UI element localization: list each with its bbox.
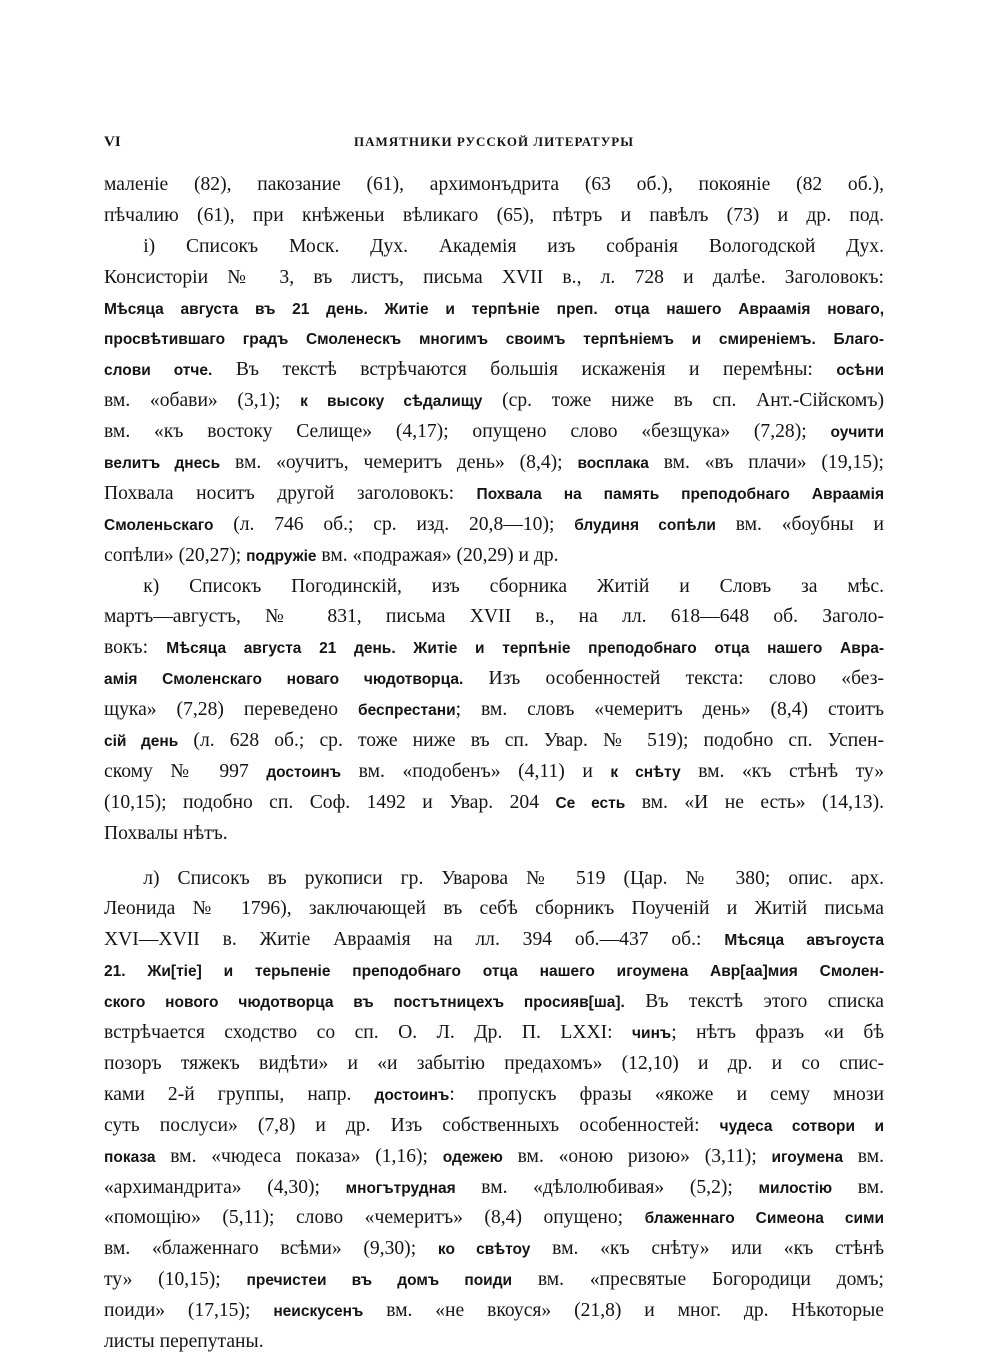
text-line [104,864,884,895]
bold-quotation: просвѣтившаго градъ Смоленескъ многимъ своимъ терпѣніемъ и смиреніемъ. Благо- [104,331,884,349]
text-run: вм. «дѣлолюбивая» (5,2); [455,1176,759,1198]
bold-quotation: блаженнаго Симеона сими [644,1210,884,1228]
bold-quotation: чудеса сотвори и [719,1117,884,1135]
bold-quotation: велитъ днесь [104,455,221,473]
bold-quotation: многътрудная [345,1179,456,1197]
text-run: к) Списокъ Погодинскій, изъ сборника Житій и Словъ за мѣс. [104,575,884,597]
text-run: вм. «къ стѣнѣ ту» [680,760,884,782]
text-line [104,987,884,1018]
text-run: вм. «къ снѣту» или «къ стѣнѣ [530,1238,884,1260]
text-line [104,232,884,263]
text-run: л) Списокъ въ рукописи гр. Уварова № 519 (Цар. № 380; опис. арх. [104,867,884,889]
bold-quotation: Смоленьскаго [104,516,214,534]
text-line [104,263,884,294]
text-run: «архимандрита» (4,30); [104,1176,346,1198]
text-run: пѣчалию (61), при кнѣженьи вѣликаго (65), пѣтръ и павѣлъ (73) и др. под. [104,204,884,226]
text-run: вм. «подражая» (20,29) и др. [316,544,559,566]
text-line [104,1142,884,1173]
text-line [104,201,884,232]
text-run: (л. 746 об.; ср. изд. 20,8—10); [213,513,575,535]
text-run: вокъ: [104,637,167,659]
bold-quotation: ко свѣтоу [437,1241,531,1259]
text-run: щука» (7,28) переведено [104,699,359,721]
text-line [104,510,884,541]
text-run: маленіе (82), пакозание (61), архимонъдрита (63 об.), покояніе (82 об.), [104,174,884,195]
text-line [104,170,884,201]
text-run: (л. 628 об.; ср. тоже ниже въ сп. Увар. № 519); подобно сп. Успен- [178,730,884,752]
text-run: вм. «подобенъ» (4,11) и [341,760,611,782]
bold-quotation: Похвала на память преподобнаго Авраамія [476,485,884,503]
text-run: (10,15); подобно сп. Соф. 1492 и Увар. 204 [104,791,556,813]
text-run: вм. [832,1176,884,1198]
text-line [104,294,884,325]
bold-quotation: сій день [104,733,179,751]
document-page [104,126,884,1358]
text-line [104,355,884,386]
bold-quotation: пречистеи въ домъ поиди [246,1272,513,1290]
bold-quotation: беспрестани [358,702,456,720]
text-run: вм. «къ востоку Селище» (4,17); опущено слово «безщука» (7,28); [104,421,831,443]
text-run: ту» (10,15); [104,1269,247,1291]
bold-quotation: восплака [577,455,649,473]
text-line [104,1234,884,1265]
bold-quotation: показа [104,1148,156,1166]
text-line [104,1080,884,1111]
bold-quotation: милостію [758,1179,833,1197]
text-line [104,894,884,925]
text-line [104,602,884,633]
page-number: VI [104,134,121,150]
text-run: встрѣчается сходство со сп. О. Л. Др. П. LXXI: [104,1022,633,1044]
text-line [104,664,884,695]
text-run: ; нѣтъ фразъ «и бѣ [671,1022,884,1044]
bold-quotation: чинъ [632,1025,672,1043]
text-line [104,726,884,757]
text-line [104,324,884,355]
text-run: вм. «оучитъ, чемеритъ день» (8,4); [220,452,578,474]
text-run: : пропускъ фразы «якоже и сему мнози [449,1083,884,1105]
text-run: вм. «чюдеса показа» (1,16); [155,1145,443,1167]
bold-quotation: слови отче. [104,362,213,380]
text-line [104,1296,884,1327]
text-line [104,956,884,987]
bold-quotation: к высоку сѣдалищу [300,393,483,411]
bold-quotation: достоинъ [374,1086,450,1104]
text-line [104,788,884,819]
text-run: вм. «И не есть» (14,13). [625,791,885,813]
text-line [104,1018,884,1049]
text-run: ками 2-й группы, напр. [104,1083,375,1105]
text-line [104,819,884,850]
page-header [104,126,884,156]
bold-quotation: амія Смоленскаго новаго чюдотворца. [104,671,464,689]
text-run: Леонида № 1796), заключающей въ себѣ сборникъ Поученій и Житій письма [104,898,884,920]
text-line [104,1327,884,1358]
text-run: вм. «пресвятые Богородици домъ; [512,1269,884,1291]
bold-quotation: ского нового чюдотворца въ постътницехъ просияв[ша]. [104,994,625,1012]
paragraph-gap [104,850,884,864]
text-run: і) Списокъ Моск. Дух. Академія изъ собранія Вологодской Дух. [104,235,884,257]
bold-quotation: Мѣсяца августа въ 21 день. Житіе и терпѣніе преп. отца нашего Авраамія новаго, [104,300,884,318]
text-line [104,633,884,664]
bold-quotation: неискусенъ [273,1303,364,1321]
bold-quotation: подружіе [246,547,317,565]
text-line [104,757,884,788]
text-run: Похвала носитъ другой заголовокъ: [104,482,477,504]
bold-quotation: оучити [830,424,884,442]
text-run: вм. [843,1145,884,1167]
body-text [104,170,884,1358]
text-run: (ср. тоже ниже въ сп. Ант.-Сійскомъ) [482,390,884,412]
text-run: мартъ—августъ, № 831, письма XVII в., на лл. 618—648 об. Заголо- [104,606,884,628]
text-run: Въ текстѣ встрѣчаются большія искаженія и перемѣны: [212,359,837,381]
text-line [104,1111,884,1142]
text-line [104,417,884,448]
text-run: Похвалы нѣтъ. [104,822,228,844]
text-run: листы перепутаны. [104,1330,264,1352]
text-line [104,479,884,510]
text-run: ; вм. словъ «чемеритъ день» (8,4) стоитъ [455,699,884,721]
text-line [104,695,884,726]
text-run: Изъ особенностей текста: слово «без- [463,668,884,690]
running-title: ПАМЯТНИКИ РУССКОЙ ЛИТЕРАТУРЫ [354,134,634,149]
text-line [104,448,884,479]
text-run: вм. «боубны и [715,513,884,535]
text-line [104,541,884,572]
text-run: вм. «обави» (3,1); [104,390,301,412]
text-run: вм. «блаженнаго всѣми» (9,30); [104,1238,438,1260]
bold-quotation: Се есть [555,794,626,812]
text-run: вм. «оною ризою» (3,11); [502,1145,772,1167]
text-run: «помощію» (5,11); слово «чемеритъ» (8,4) опущено; [104,1207,645,1229]
text-line [104,572,884,603]
text-run: Консисторіи № 3, въ листъ, письма XVII в., л. 728 и далѣе. Заголовокъ: [104,266,884,288]
text-run: XVI—XVII в. Житіе Авраамія на лл. 394 об.—437 об.: [104,929,725,951]
bold-quotation: осѣни [836,362,884,380]
bold-quotation: игоумена [771,1148,844,1166]
text-line [104,1265,884,1296]
text-line [104,925,884,956]
text-run: вм. «въ плачи» (19,15); [648,452,884,474]
bold-quotation: блудиня сопѣли [574,516,716,534]
text-line [104,1173,884,1204]
text-run: Въ текстѣ этого списка [624,991,885,1013]
text-run: суть послуси» (7,8) и др. Изъ собственныхъ особенностей: [104,1114,720,1136]
bold-quotation: достоинъ [266,763,342,781]
text-run: поиди» (17,15); [104,1300,274,1322]
bold-quotation: Мѣсяца авъгоуста [724,932,884,950]
bold-quotation: одежею [442,1148,503,1166]
text-line [104,1203,884,1234]
text-line [104,1049,884,1080]
text-run: вм. «не вкоуся» (21,8) и мног. др. Нѣкоторые [363,1300,884,1322]
text-run: сопѣли» (20,27); [104,544,247,566]
bold-quotation: к снѣту [610,763,681,781]
text-run: позоръ тяжекъ видѣти» и «и забытію предахомъ» (12,10) и др. и со спис- [104,1052,884,1074]
text-line [104,386,884,417]
bold-quotation: Мѣсяца августа 21 день. Житіе и терпѣніе преподобнаго отца нашего Авра- [166,640,884,658]
text-run: скому № 997 [104,760,267,782]
bold-quotation: 21. Жи[тіе] и терьпеніе преподобнаго отца нашего игоумена Авр[аа]мия Смолен- [104,963,884,981]
